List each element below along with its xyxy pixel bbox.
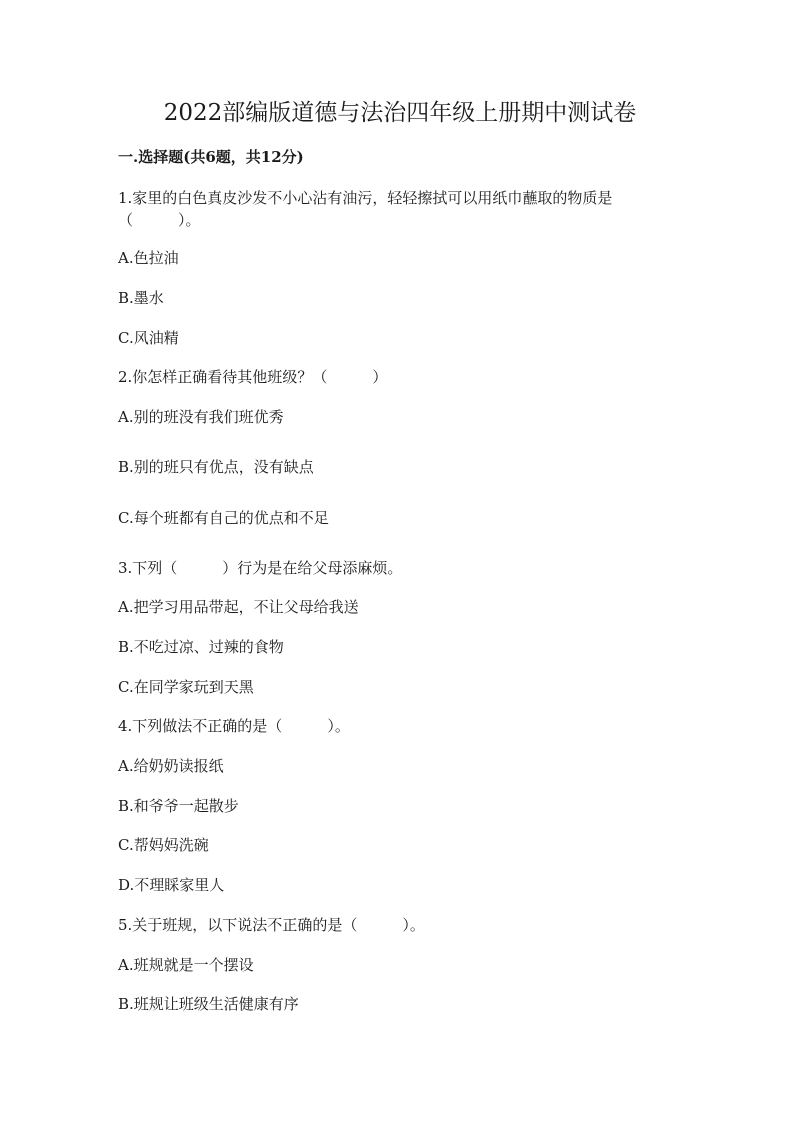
question-2-option-a: A.别的班没有我们班优秀 <box>118 408 284 426</box>
question-3-option-c: C.在同学家玩到天黑 <box>118 678 254 696</box>
question-4-option-d: D.不理睬家里人 <box>118 876 225 894</box>
question-1-option-b: B.墨水 <box>118 289 164 307</box>
question-2-stem: 2.你怎样正确看待其他班级？（ ） <box>118 368 388 386</box>
question-4-option-b: B.和爷爷一起散步 <box>118 797 239 815</box>
question-3-stem: 3.下列（ ）行为是在给父母添麻烦。 <box>118 559 403 577</box>
question-5-option-a: A.班规就是一个摆设 <box>118 956 254 974</box>
question-1-stem-continued: （ ）。 <box>118 211 201 229</box>
question-5-option-b: B.班规让班级生活健康有序 <box>118 995 299 1013</box>
question-4-option-a: A.给奶奶读报纸 <box>118 757 224 775</box>
section-header: 一.选择题(共6题，共12分) <box>118 148 304 166</box>
question-1-option-a: A.色拉油 <box>118 249 179 267</box>
question-2-option-c: C.每个班都有自己的优点和不足 <box>118 509 329 527</box>
question-4-option-c: C.帮妈妈洗碗 <box>118 836 209 854</box>
page-title: 2022部编版道德与法治四年级上册期中测试卷 <box>163 100 637 126</box>
question-1-option-c: C.风油精 <box>118 329 179 347</box>
question-4-stem: 4.下列做法不正确的是（ ）。 <box>118 717 350 735</box>
question-2-option-b: B.别的班只有优点，没有缺点 <box>118 458 314 476</box>
question-3-option-a: A.把学习用品带起，不让父母给我送 <box>118 598 359 616</box>
question-3-option-b: B.不吃过凉、过辣的食物 <box>118 638 284 656</box>
question-5-stem: 5.关于班规，以下说法不正确的是（ ）。 <box>118 916 425 934</box>
question-1-stem: 1.家里的白色真皮沙发不小心沾有油污，轻轻擦拭可以用纸巾蘸取的物质是 <box>118 189 613 207</box>
